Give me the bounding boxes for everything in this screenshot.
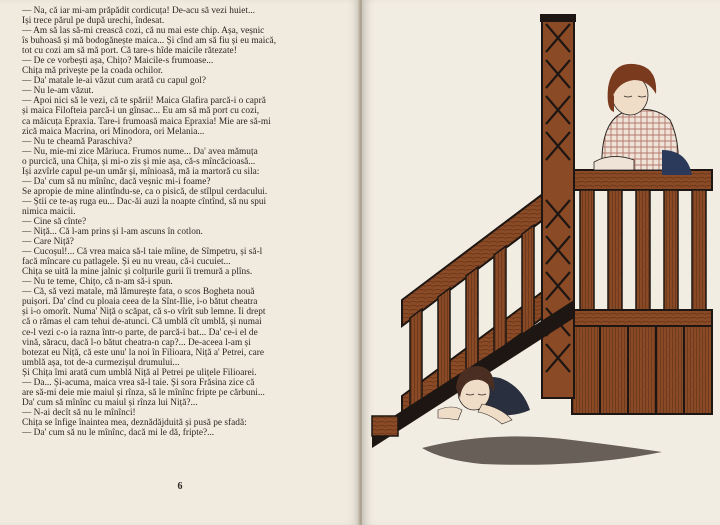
- text-line: umblă așa, tot de-a curmezișul drumului...: [22, 357, 180, 368]
- text-line: și maica Filofteia parcă-i un gînsac... Eu am să mă port cu cozi,: [22, 106, 260, 117]
- page-number: 6: [177, 481, 183, 492]
- text-line: Da' cum să mînînc cu maiul și rînza lui Niță?...: [22, 397, 198, 408]
- text-line: — Nu le-am văzut.: [22, 86, 94, 97]
- girl-on-stairs-illustration-icon: [362, 0, 720, 525]
- text-line: ce-l vezi c-o ia razna într-o parte, de parcă-i bat... Da' ce-i el de: [22, 327, 258, 338]
- text-line: — N-ai decît să nu le mînînci!: [22, 407, 136, 418]
- text-line: o purcică, una Chița, și mi-o zis și mie așa, că-s mîncăcioasă...: [22, 156, 256, 167]
- text-line: — Nu te cheamă Paraschiva?: [22, 136, 132, 147]
- text-line: — Nu te teme, Chițo, că n-am să-i spun.: [22, 277, 173, 288]
- text-line: vină, săracu, dacă l-o bătut cheatra-n cap?... De-aceea l-am și: [22, 337, 251, 348]
- text-line: — Care Niță?: [22, 237, 74, 248]
- text-line: Și Chița îmi arată cum umblă Niță al Petrei pe ulițele Filioarei.: [22, 367, 257, 378]
- text-line: botezat eu Niță, că este unu' la noi în Filioara, Niță a' Petrei, care: [22, 347, 265, 358]
- text-line: tot cu cozi am să mă port. Că tare-s hîde maicile rătezate!: [22, 46, 237, 57]
- text-line: — Știi ce te-aș ruga eu... Dac-ăi auzi la noapte cîntînd, să nu spui: [22, 196, 267, 207]
- text-line: Chița se uită la mine jalnic și colțurile gurii îi tremură a plîns.: [22, 267, 253, 278]
- text-line: — Cine să cînte?: [22, 216, 87, 227]
- text-line: nimica maicii.: [22, 206, 76, 217]
- text-line: zică maica Macrina, ori Minodora, ori Melania...: [22, 126, 205, 137]
- text-line: — De ce vorbești așa, Chițo? Maicile-s frumoase...: [22, 56, 214, 67]
- text-line: puișori. Da' cînd cu ploaia ceea de la Sînt-Ilie, i-o bătut cheatra: [22, 297, 258, 308]
- balcony-balusters: [580, 190, 706, 312]
- text-line: — Apoi nici să le vezi, că te spării! Maica Glafira parcă-i o capră: [22, 96, 266, 107]
- text-line: îs buhoasă și mă bodogănește maica... Și cînd am să fiu și eu maică,: [22, 36, 277, 47]
- text-line: Chița mă privește pe la coada ochilor.: [22, 66, 163, 77]
- text-line: Chița se înfige înaintea mea, deznădăjduită și pusă pe sfadă:: [22, 417, 247, 428]
- text-line: — Niță... Că l-am prins și l-am ascuns în cotlon.: [22, 227, 203, 238]
- text-line: — Am să las să-mi crească cozi, că nu mai este chip. Așa, veșnic: [22, 26, 265, 37]
- text-line: Se apropie de mine alintîndu-se, ca o pisică, de stîlpul cerdacului.: [22, 186, 268, 197]
- text-line: că o rămas el cam tehui de-atunci. Că umblă cît umblă, și numai: [22, 317, 262, 328]
- text-line: facă mîncare cu patlagele. Și eu nu vreau, că-i cucuiet...: [22, 257, 231, 268]
- text-line: are să-mi deie mie maiul și rînza, să le mînînc fripte pe cărbuni...: [22, 387, 265, 398]
- page-text: [22, 6, 342, 438]
- text-line: — Nu, mie-mi zice Măriuca. Frumos nume... Da' avea mămuța: [22, 146, 258, 157]
- text-line: — Na, că iar mi-am prăpădit cordicuța! De-acu să vezi huiet...: [22, 6, 255, 16]
- girl-top-figure: [594, 64, 692, 175]
- text-line: — Da' matale le-ai văzut cum arată cu capul gol?: [22, 76, 207, 87]
- text-line: și i-o omorît. Numa' Niță o scăpat, că s-o vîrît sub lemne. Îi drept: [22, 307, 266, 318]
- text-line: — Că, să vezi matale, mă lămurește fata, o scos Bogheta nouă: [22, 287, 255, 298]
- text-line: ca măicuța Epraxia. Tare-i frumoasă maica Epraxia! Mie are să-mi: [22, 116, 271, 127]
- text-line: — Da' cum să nu le mînînc, dacă mi le dă, fripte?...: [22, 427, 215, 438]
- text-line: — Da... Și-acuma, maica vrea să-l taie. Și sora Frăsina zice că: [22, 377, 255, 388]
- text-line: — Da' cum să nu mînînc, dacă veșnic mi-i foame?: [22, 176, 211, 187]
- text-line: Își trece părul pe după urechi, îndesat.: [22, 16, 165, 27]
- floor-shadow: [422, 436, 662, 464]
- lower-wall-planks: [572, 326, 712, 414]
- text-line: Își azvîrle capul pe-un umăr și, mînioasă, mă ia martoră cu sila:: [22, 166, 260, 177]
- text-line: — Cucoșul!... Că vrea maica să-l taie mîine, de Sîmpetru, și să-l: [22, 247, 263, 258]
- carved-post: [540, 14, 576, 398]
